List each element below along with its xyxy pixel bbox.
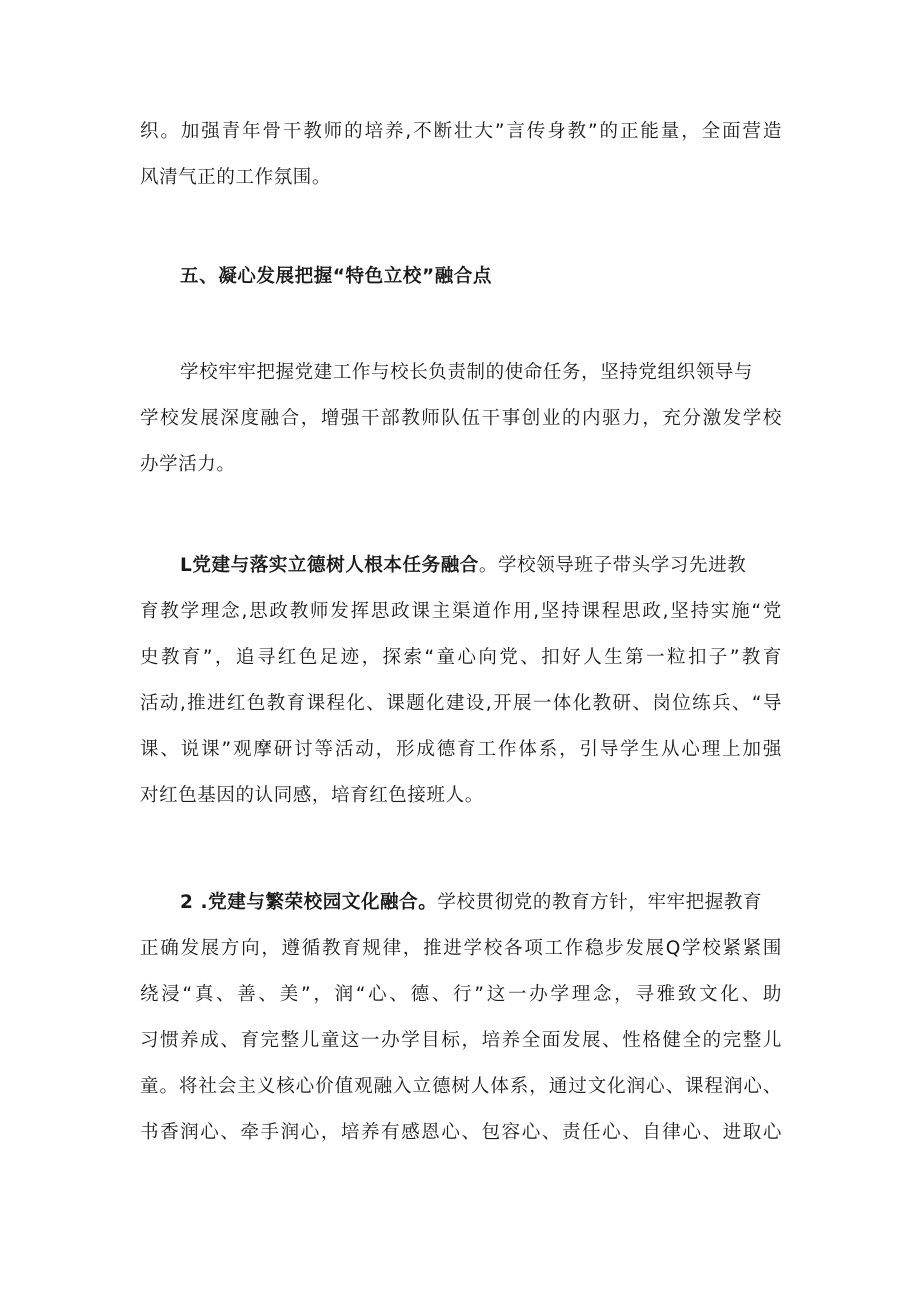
text-line: 绕浸“真、善、美”，润“心、德、行”这一办学理念，寻雅致文化、助 bbox=[140, 984, 782, 1005]
text-line: 学校牢牢把握党建工作与校长负责制的使命任务，坚持党组织领导与 bbox=[180, 362, 754, 383]
text-line: 育教学理念,思政教师发挥思政课主渠道作用,坚持课程思政,坚持实施“党 bbox=[140, 601, 782, 622]
item-2-title: 2 .党建与繁荣校园文化融合。 bbox=[180, 892, 438, 913]
text-line: 对红色基因的认同感，培育红色接班人。 bbox=[140, 785, 484, 806]
item-1-first-line-text: 。学校领导班子带头学习先进教 bbox=[478, 555, 747, 576]
text-line: 织。加强青年骨干教师的培养,不断壮大”言传身教”的正能量，全面营造 bbox=[140, 121, 782, 142]
text-line: 风清气正的工作氛围。 bbox=[140, 167, 332, 188]
text-line: 办学活力。 bbox=[140, 454, 236, 475]
text-line: 学校发展深度融合，增强干部教师队伍干事创业的内驱力，充分激发学校 bbox=[140, 408, 782, 429]
item-2-first-line bbox=[140, 880, 800, 926]
continuation-paragraph bbox=[140, 109, 800, 201]
text-line: 史教育”，追寻红色足迹，探索“童心向党、扣好人生第一粒扣子”教育 bbox=[140, 647, 782, 668]
text-line: 活动,推进红色教育课程化、课题化建设,开展一体化教研、岗位练兵、“导 bbox=[140, 693, 782, 714]
text-line: 正确发展方向，遵循教育规律，推进学校各项工作稳步发展Q学校紧紧围 bbox=[140, 938, 782, 959]
text-line: 课、说课”观摩研讨等活动，形成德育工作体系，引导学生从心理上加强 bbox=[140, 739, 782, 760]
section-heading: 五、凝心发展把握“特色立校”融合点 bbox=[180, 266, 493, 287]
intro-paragraph bbox=[140, 350, 800, 488]
item-1-first-line bbox=[140, 543, 800, 589]
section-heading-block bbox=[140, 254, 800, 300]
text-line: 童。将社会主义核心价值观融入立德树人体系，通过文化润心、课程润心、 bbox=[140, 1076, 782, 1097]
text-line: 书香润心、牵手润心，培养有感恩心、包容心、责任心、自律心、进取心 bbox=[140, 1122, 782, 1143]
text-line: 习惯养成、育完整儿童这一办学目标，培养全面发展、性格健全的完整儿 bbox=[140, 1030, 782, 1051]
item-2-paragraph bbox=[140, 880, 800, 1156]
item-1-title: L党建与落实立德树人根本任务融合 bbox=[180, 555, 479, 576]
item-1-paragraph bbox=[140, 543, 800, 819]
item-2-first-line-text: 学校贯彻党的教育方针，牢牢把握教育 bbox=[437, 892, 763, 913]
